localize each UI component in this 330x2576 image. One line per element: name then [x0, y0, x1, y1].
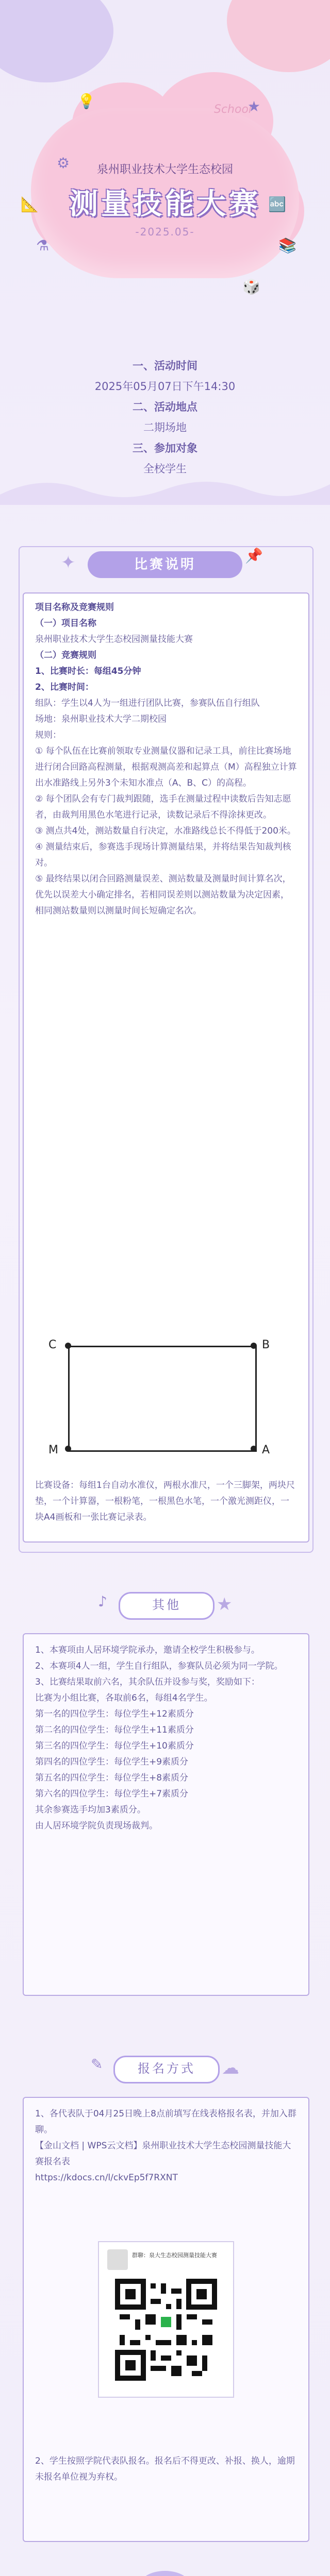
signup-link[interactable]: https://kdocs.cn/l/ckvEp5f7RXNT — [35, 2173, 178, 2183]
other-line: 其余参赛选手均加3素质分。 — [35, 1805, 146, 1815]
event-info — [0, 355, 330, 479]
end-badge — [139, 2571, 191, 2576]
rules-line: ④ 测量结束后，参赛选手现场计算测量结果，并将结果告知裁判核对。 — [35, 842, 291, 868]
gear-icon: ⚙ — [57, 155, 70, 172]
star-icon: ★ — [248, 98, 261, 115]
point-c-dot — [65, 1343, 71, 1349]
point-b-dot — [251, 1343, 257, 1349]
group-qr-card[interactable] — [98, 2241, 234, 2398]
route-rectangle — [68, 1346, 257, 1452]
point-c-label: C — [48, 1338, 57, 1351]
target-value: 全校学生 — [143, 463, 187, 475]
signup-line: 2、学生按照学院代表队报名。报名后不得更改、补报、换人，逾期未报名单位视为弃权。 — [35, 2456, 295, 2482]
hero-header — [0, 0, 330, 355]
point-b-label: B — [262, 1338, 270, 1351]
ruler-icon: 📐 — [21, 196, 39, 213]
other-text — [35, 1642, 297, 1834]
pencil-icon: ✎ — [91, 2056, 103, 2073]
other-line: 第五名的四位学生：每位学生+8素质分 — [35, 1773, 189, 1783]
bulb-icon: 💡 — [77, 93, 95, 110]
star-icon: ★ — [217, 1594, 233, 1615]
rules-line: （一）项目名称 — [35, 618, 96, 629]
rules-line: 场地：泉州职业技术大学二期校园 — [35, 714, 167, 724]
other-line: 第六名的四位学生：每位学生+7素质分 — [35, 1789, 189, 1799]
other-line: 第二名的四位学生：每位学生+11素质分 — [35, 1725, 194, 1735]
corner-cloud-left — [0, 0, 113, 82]
target-heading: 三、参加对象 — [133, 442, 197, 454]
pin-icon: 📌 — [245, 547, 263, 564]
dice-icon: 🎲 — [242, 278, 260, 295]
point-m-dot — [65, 1446, 71, 1452]
group-avatar — [107, 2249, 128, 2270]
equipment-text: 比赛设备：每组1台自动水准仪，两根水准尺，一个三脚架，两块尺垫，一个计算器，一根粉笔，一根黑色水笔，一个激光测距仪，一块A4画板和一张比赛记录表。 — [35, 1480, 295, 1522]
corner-cloud-right — [227, 0, 330, 72]
rules-line: 1、比赛时长：每组45分钟 — [35, 666, 141, 676]
signup-line: 【金山文档 | WPS云文档】泉州职业技术大学生态校园测量技能大赛报名表 — [35, 2141, 291, 2167]
other-line: 第三名的四位学生：每位学生+10素质分 — [35, 1741, 194, 1751]
time-heading: 一、活动时间 — [133, 360, 197, 372]
other-line: 由人居环境学院负责现场裁判。 — [35, 1821, 158, 1831]
qr-code-icon — [114, 2278, 218, 2381]
rules-line: （二）竞赛规则 — [35, 650, 96, 660]
rules-line: ③ 测点共4处，测站数量自行决定，水准路线总长不得低于200米。 — [35, 826, 296, 836]
rules-line: ⑤ 最终结果以闭合回路测量误差、测站数量及测量时间计算名次，优先以误差大小确定排名，若相同误差则以测站数量为决定因素，相同测站数量则以测量时间长短确定名次。 — [35, 874, 291, 916]
signup-text-2 — [35, 2453, 297, 2485]
other-line: 比赛为小组比赛，各取前6名，每组4名学生。 — [35, 1693, 213, 1703]
time-value: 2025年05月07日下午14:30 — [94, 380, 236, 393]
rules-line: 规则： — [35, 730, 61, 740]
flask-icon: ⚗ — [36, 237, 50, 254]
school-deco-text: School — [214, 103, 252, 116]
signup-pill: 报名方式 — [113, 2056, 220, 2083]
rules-card — [23, 592, 309, 1543]
wave-divider — [0, 474, 330, 505]
abc-icon: 🔤 — [268, 196, 286, 213]
other-line: 2、本赛项4人一组，学生自行组队，参赛队员必须为同一学院。 — [35, 1661, 283, 1671]
signup-line: 1、各代表队于04月25日晚上8点前填写在线表格报名表，并加入群聊。 — [35, 2109, 296, 2135]
signup-text — [35, 2106, 297, 2186]
other-card — [23, 1633, 309, 1996]
music-note-icon: ♪ — [98, 1593, 107, 1610]
rules-text — [35, 600, 297, 919]
qr-caption: 群聊：泉大生态校园测量技能大赛 — [132, 2252, 217, 2259]
rules-line: 项目名称及竞赛规则 — [35, 602, 114, 613]
place-heading: 二、活动地点 — [133, 401, 197, 413]
event-date: -2025.05- — [135, 226, 195, 238]
rules-line: ② 每个团队会有专门裁判跟随，选手在测量过程中读数后告知志愿者，由裁判用黑色水笔进行记录，读数记录后不得涂抹更改。 — [35, 794, 291, 820]
point-m-label: M — [48, 1444, 58, 1456]
place-value: 二期场地 — [143, 421, 187, 434]
other-line: 第一名的四位学生：每位学生+12素质分 — [35, 1709, 194, 1719]
rules-line: 2、比赛时间： — [35, 682, 94, 692]
point-a-dot — [251, 1446, 257, 1452]
book-icon: 📚 — [278, 237, 296, 254]
other-line: 3、比赛结果取前六名，其余队伍并设参与奖，奖励如下： — [35, 1677, 260, 1687]
rules-line: ① 每个队伍在比赛前领取专业测量仪器和记录工具，前往比赛场地进行闭合回路高程测量，根据观测高差和起算点（M）高程独立计算出水准路线上另外3个未知水准点（A、B、C）的高程。 — [35, 746, 297, 788]
point-a-label: A — [262, 1444, 270, 1456]
rules-banner: 比赛说明 — [88, 551, 242, 578]
rules-line: 泉州职业技术大学生态校园测量技能大赛 — [35, 634, 193, 645]
school-name: 泉州职业技术大学生态校园 — [96, 163, 233, 176]
cloud-icon: ☁ — [222, 2058, 239, 2078]
other-line: 1、本赛项由人居环境学院承办，邀请全校学生积极参与。 — [35, 1645, 260, 1655]
page-title: 测量技能大赛 — [69, 188, 261, 221]
sparkle-icon: ✦ — [61, 552, 76, 573]
rules-line: 组队：学生以4人为一组进行团队比赛，参赛队伍自行组队 — [35, 698, 260, 708]
level-route-diagram — [37, 1325, 295, 1464]
other-line: 第四名的四位学生：每位学生+9素质分 — [35, 1757, 189, 1767]
other-pill: 其他 — [119, 1592, 214, 1620]
